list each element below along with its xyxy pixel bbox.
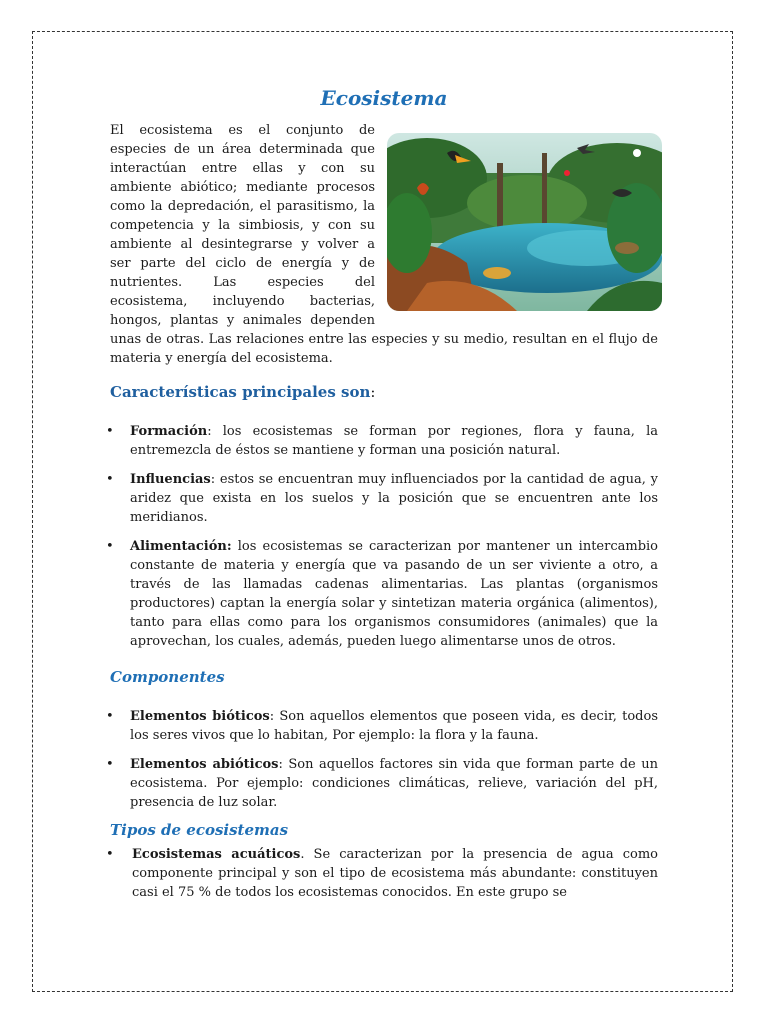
tipos-heading: Tipos de ecosistemas — [110, 821, 289, 839]
bullet-icon: • — [106, 709, 114, 724]
list-item: • Ecosistemas acuáticos. Se caracterizan por la presencia de agua como componente principal y son el tipo de ecosistema más abundante: constituyen casi el 75 % de todos los ecosistemas conocidos. En este grupo se — [106, 847, 658, 900]
bullet-icon: • — [106, 539, 114, 554]
bullet-icon: • — [106, 424, 114, 439]
list-item: • Formación: los ecosistemas se forman por regiones, flora y fauna, la entremezcla de éstos se mantiene y forman una posición natural. — [106, 424, 658, 458]
componentes-heading: Componentes — [110, 668, 225, 686]
page-title: Ecosistema — [320, 86, 448, 110]
list-item: • Elementos abióticos: Son aquellos factores sin vida que forman parte de un ecosistema. Por ejemplo: condiciones climáticas, relieve, variación del pH, presencia de luz solar. — [106, 757, 658, 810]
ecosystem-illustration — [387, 133, 662, 311]
intro-text: El ecosistema es el conjunto de especies de un área determinada que interactúan entre ellas y con su ambiente abiótico; mediante procesos como la depredación, el parasitismo, la competencia y la simbiosis, y con su ambiente al desintegrarse y volver a ser parte del ciclo de energía y de nutrientes. Las especies del ecosistema, incluyendo bacterias, hongos, plantas y animales dependen unas de otras. Las relaciones entre las especies y su medio, resultan en el flujo de materia y energía del ecosistema. — [110, 123, 658, 366]
caracteristicas-heading: Características principales son: — [110, 383, 376, 401]
list-item: • Alimentación: los ecosistemas se caracterizan por mantener un intercambio constante de materia y energía que va pasando de un ser viviente a otro, a través de las llamadas cadenas alimentarias. Las plantas (organismos productores) captan la energía solar y sintetizan materia orgánica (alimentos), tanto para ellas como para los organismos consumidores (animales) que la aprovechan, los cuales, además, pueden luego alimentarse unos de otros. — [106, 539, 658, 649]
bullet-icon: • — [106, 847, 114, 862]
list-item: • Influencias: estos se encuentran muy influenciados por la cantidad de agua, y aridez que exista en los suelos y la posición que se encuentren ante los meridianos. — [106, 472, 658, 525]
caracteristicas-list — [106, 422, 658, 661]
bullet-icon: • — [106, 757, 114, 772]
componentes-list — [106, 707, 658, 822]
intro-paragraph — [110, 121, 658, 368]
list-item: • Elementos bióticos: Son aquellos elementos que poseen vida, es decir, todos los seres vivos que lo habitan, Por ejemplo: la flora y la fauna. — [106, 709, 658, 743]
bullet-icon: • — [106, 472, 114, 487]
tipos-list — [106, 845, 658, 912]
